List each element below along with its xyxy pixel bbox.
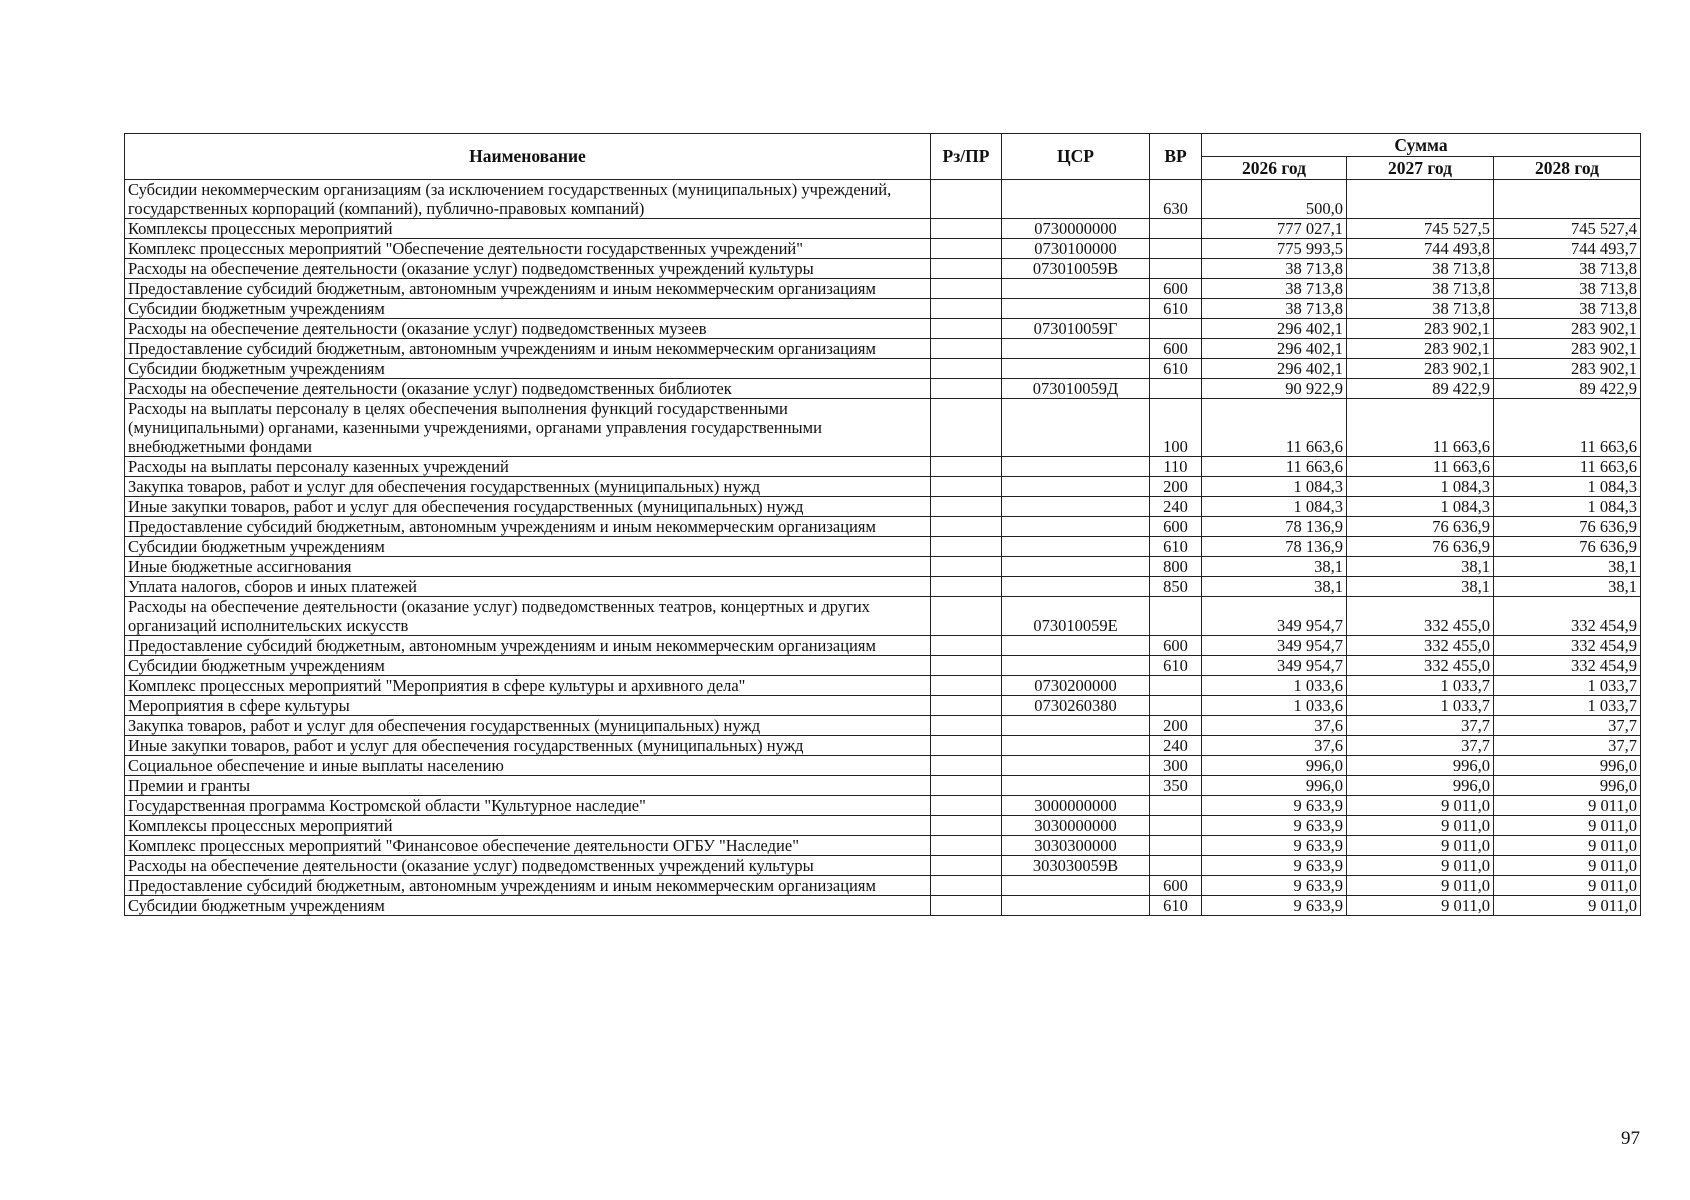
cell-csr xyxy=(1002,557,1150,577)
cell-name: Расходы на обеспечение деятельности (оказание услуг) подведомственных музеев xyxy=(125,319,931,339)
cell-csr: 3030300000 xyxy=(1002,836,1150,856)
table-row xyxy=(125,577,1641,597)
header-csr: ЦСР xyxy=(1002,134,1150,180)
header-rzpr: Рз/ПР xyxy=(931,134,1002,180)
cell-2028: 38,1 xyxy=(1494,577,1641,597)
table-body xyxy=(125,180,1641,916)
cell-csr xyxy=(1002,457,1150,477)
cell-2028: 9 011,0 xyxy=(1494,816,1641,836)
cell-vr: 610 xyxy=(1150,299,1202,319)
cell-vr: 100 xyxy=(1150,399,1202,457)
cell-2027: 38 713,8 xyxy=(1347,299,1494,319)
cell-csr xyxy=(1002,716,1150,736)
cell-name: Социальное обеспечение и иные выплаты населению xyxy=(125,756,931,776)
cell-2028: 332 454,9 xyxy=(1494,656,1641,676)
table-row xyxy=(125,279,1641,299)
cell-csr: 303030059В xyxy=(1002,856,1150,876)
cell-csr xyxy=(1002,497,1150,517)
cell-vr: 240 xyxy=(1150,497,1202,517)
cell-name: Закупка товаров, работ и услуг для обеспечения государственных (муниципальных) нужд xyxy=(125,716,931,736)
table-row xyxy=(125,597,1641,636)
cell-2027: 9 011,0 xyxy=(1347,856,1494,876)
cell-vr: 610 xyxy=(1150,896,1202,916)
table-row xyxy=(125,497,1641,517)
cell-2026: 9 633,9 xyxy=(1202,876,1347,896)
cell-2027: 1 084,3 xyxy=(1347,497,1494,517)
cell-vr: 200 xyxy=(1150,477,1202,497)
cell-2028: 9 011,0 xyxy=(1494,836,1641,856)
header-year-2026: 2026 год xyxy=(1202,157,1347,180)
cell-2027: 283 902,1 xyxy=(1347,339,1494,359)
cell-2027: 37,7 xyxy=(1347,736,1494,756)
table-row xyxy=(125,359,1641,379)
cell-2026: 38 713,8 xyxy=(1202,259,1347,279)
cell-2028: 9 011,0 xyxy=(1494,896,1641,916)
cell-rzpr xyxy=(931,876,1002,896)
cell-2026: 777 027,1 xyxy=(1202,219,1347,239)
cell-vr: 300 xyxy=(1150,756,1202,776)
cell-rzpr xyxy=(931,399,1002,457)
cell-name: Комплекс процессных мероприятий "Финансовое обеспечение деятельности ОГБУ "Наследие" xyxy=(125,836,931,856)
cell-rzpr xyxy=(931,736,1002,756)
budget-table xyxy=(124,133,1641,916)
cell-2026: 296 402,1 xyxy=(1202,339,1347,359)
cell-2027: 37,7 xyxy=(1347,716,1494,736)
cell-2026: 9 633,9 xyxy=(1202,816,1347,836)
cell-csr xyxy=(1002,577,1150,597)
cell-vr xyxy=(1150,836,1202,856)
cell-vr: 610 xyxy=(1150,656,1202,676)
cell-2027: 11 663,6 xyxy=(1347,457,1494,477)
cell-2026: 296 402,1 xyxy=(1202,359,1347,379)
cell-rzpr xyxy=(931,319,1002,339)
header-name: Наименование xyxy=(125,134,931,180)
cell-rzpr xyxy=(931,239,1002,259)
table-row xyxy=(125,736,1641,756)
cell-rzpr xyxy=(931,696,1002,716)
cell-2028: 332 454,9 xyxy=(1494,597,1641,636)
cell-2028: 76 636,9 xyxy=(1494,537,1641,557)
header-summa: Сумма xyxy=(1202,134,1641,157)
cell-2026: 349 954,7 xyxy=(1202,656,1347,676)
cell-2028: 38 713,8 xyxy=(1494,299,1641,319)
cell-csr xyxy=(1002,537,1150,557)
cell-rzpr xyxy=(931,379,1002,399)
cell-2026: 37,6 xyxy=(1202,716,1347,736)
cell-csr xyxy=(1002,279,1150,299)
cell-vr xyxy=(1150,816,1202,836)
cell-name: Премии и гранты xyxy=(125,776,931,796)
cell-2028: 89 422,9 xyxy=(1494,379,1641,399)
cell-2026: 996,0 xyxy=(1202,756,1347,776)
cell-rzpr xyxy=(931,339,1002,359)
cell-rzpr xyxy=(931,557,1002,577)
header-vr: ВР xyxy=(1150,134,1202,180)
cell-2026: 1 084,3 xyxy=(1202,477,1347,497)
cell-vr: 240 xyxy=(1150,736,1202,756)
cell-2026: 38,1 xyxy=(1202,557,1347,577)
cell-2026: 500,0 xyxy=(1202,180,1347,219)
cell-csr: 073010059В xyxy=(1002,259,1150,279)
cell-2027: 744 493,8 xyxy=(1347,239,1494,259)
cell-csr xyxy=(1002,896,1150,916)
cell-vr: 630 xyxy=(1150,180,1202,219)
table-row xyxy=(125,636,1641,656)
cell-2027: 38,1 xyxy=(1347,577,1494,597)
cell-name: Расходы на обеспечение деятельности (оказание услуг) подведомственных учреждений культуры xyxy=(125,856,931,876)
cell-csr xyxy=(1002,776,1150,796)
cell-2028: 996,0 xyxy=(1494,756,1641,776)
cell-name: Предоставление субсидий бюджетным, автономным учреждениям и иным некоммерческим организациям xyxy=(125,517,931,537)
cell-2028: 283 902,1 xyxy=(1494,359,1641,379)
cell-name: Предоставление субсидий бюджетным, автономным учреждениям и иным некоммерческим организациям xyxy=(125,636,931,656)
table-row xyxy=(125,716,1641,736)
table-row xyxy=(125,517,1641,537)
cell-name: Субсидии бюджетным учреждениям xyxy=(125,656,931,676)
cell-csr: 0730100000 xyxy=(1002,239,1150,259)
cell-csr xyxy=(1002,477,1150,497)
cell-2027: 38,1 xyxy=(1347,557,1494,577)
table-row xyxy=(125,876,1641,896)
cell-name: Комплексы процессных мероприятий xyxy=(125,816,931,836)
cell-vr: 110 xyxy=(1150,457,1202,477)
cell-vr: 600 xyxy=(1150,517,1202,537)
cell-name: Мероприятия в сфере культуры xyxy=(125,696,931,716)
cell-2026: 1 084,3 xyxy=(1202,497,1347,517)
cell-name: Комплекс процессных мероприятий "Обеспечение деятельности государственных учреждений" xyxy=(125,239,931,259)
cell-name: Комплексы процессных мероприятий xyxy=(125,219,931,239)
cell-vr: 600 xyxy=(1150,339,1202,359)
cell-2026: 38 713,8 xyxy=(1202,299,1347,319)
cell-vr xyxy=(1150,259,1202,279)
cell-rzpr xyxy=(931,259,1002,279)
cell-2027: 996,0 xyxy=(1347,776,1494,796)
table-row xyxy=(125,676,1641,696)
cell-vr: 610 xyxy=(1150,537,1202,557)
cell-vr xyxy=(1150,239,1202,259)
table-row xyxy=(125,816,1641,836)
cell-csr xyxy=(1002,636,1150,656)
table-row xyxy=(125,756,1641,776)
cell-2028: 38 713,8 xyxy=(1494,279,1641,299)
cell-vr: 600 xyxy=(1150,876,1202,896)
cell-2027 xyxy=(1347,180,1494,219)
header-year-2027: 2027 год xyxy=(1347,157,1494,180)
table-row xyxy=(125,796,1641,816)
cell-name: Предоставление субсидий бюджетным, автономным учреждениям и иным некоммерческим организациям xyxy=(125,339,931,359)
cell-csr xyxy=(1002,339,1150,359)
cell-rzpr xyxy=(931,359,1002,379)
cell-vr xyxy=(1150,597,1202,636)
cell-csr: 073010059Д xyxy=(1002,379,1150,399)
cell-vr: 850 xyxy=(1150,577,1202,597)
cell-2026: 78 136,9 xyxy=(1202,517,1347,537)
cell-name: Субсидии бюджетным учреждениям xyxy=(125,359,931,379)
cell-vr: 610 xyxy=(1150,359,1202,379)
cell-2028: 1 033,7 xyxy=(1494,676,1641,696)
cell-name: Расходы на обеспечение деятельности (оказание услуг) подведомственных театров, концертных и других организаций исполнительских искусств xyxy=(125,597,931,636)
cell-rzpr xyxy=(931,676,1002,696)
cell-2026: 11 663,6 xyxy=(1202,457,1347,477)
cell-csr xyxy=(1002,736,1150,756)
cell-2026: 349 954,7 xyxy=(1202,597,1347,636)
cell-rzpr xyxy=(931,796,1002,816)
cell-2027: 1 084,3 xyxy=(1347,477,1494,497)
cell-name: Предоставление субсидий бюджетным, автономным учреждениям и иным некоммерческим организациям xyxy=(125,279,931,299)
cell-name: Расходы на выплаты персоналу в целях обеспечения выполнения функций государственными (муниципальными) органами, казенными учреждениями, органами управления государственными внебюджетными фондами xyxy=(125,399,931,457)
cell-csr xyxy=(1002,180,1150,219)
cell-2027: 283 902,1 xyxy=(1347,319,1494,339)
cell-rzpr xyxy=(931,656,1002,676)
cell-2026: 296 402,1 xyxy=(1202,319,1347,339)
cell-2026: 11 663,6 xyxy=(1202,399,1347,457)
cell-name: Государственная программа Костромской области "Культурное наследие" xyxy=(125,796,931,816)
cell-rzpr xyxy=(931,776,1002,796)
cell-2028: 38,1 xyxy=(1494,557,1641,577)
cell-rzpr xyxy=(931,756,1002,776)
cell-2028: 1 033,7 xyxy=(1494,696,1641,716)
cell-2028: 1 084,3 xyxy=(1494,497,1641,517)
cell-2027: 283 902,1 xyxy=(1347,359,1494,379)
cell-2027: 9 011,0 xyxy=(1347,796,1494,816)
cell-2027: 996,0 xyxy=(1347,756,1494,776)
cell-vr: 600 xyxy=(1150,279,1202,299)
cell-2027: 38 713,8 xyxy=(1347,259,1494,279)
cell-vr xyxy=(1150,319,1202,339)
table-row xyxy=(125,259,1641,279)
cell-2026: 1 033,6 xyxy=(1202,676,1347,696)
cell-2027: 332 455,0 xyxy=(1347,636,1494,656)
table-row xyxy=(125,836,1641,856)
cell-rzpr xyxy=(931,856,1002,876)
table-row xyxy=(125,339,1641,359)
cell-vr xyxy=(1150,676,1202,696)
cell-2026: 1 033,6 xyxy=(1202,696,1347,716)
cell-2028 xyxy=(1494,180,1641,219)
cell-2027: 745 527,5 xyxy=(1347,219,1494,239)
cell-2028: 744 493,7 xyxy=(1494,239,1641,259)
cell-2028: 38 713,8 xyxy=(1494,259,1641,279)
cell-2028: 745 527,4 xyxy=(1494,219,1641,239)
cell-name: Расходы на обеспечение деятельности (оказание услуг) подведомственных учреждений культуры xyxy=(125,259,931,279)
cell-vr xyxy=(1150,696,1202,716)
table-row xyxy=(125,477,1641,497)
cell-csr: 073010059Е xyxy=(1002,597,1150,636)
table-row xyxy=(125,399,1641,457)
cell-csr: 3030000000 xyxy=(1002,816,1150,836)
cell-2028: 9 011,0 xyxy=(1494,856,1641,876)
cell-2028: 996,0 xyxy=(1494,776,1641,796)
cell-2026: 349 954,7 xyxy=(1202,636,1347,656)
cell-2026: 996,0 xyxy=(1202,776,1347,796)
cell-vr: 800 xyxy=(1150,557,1202,577)
cell-name: Расходы на обеспечение деятельности (оказание услуг) подведомственных библиотек xyxy=(125,379,931,399)
cell-vr xyxy=(1150,219,1202,239)
cell-2026: 775 993,5 xyxy=(1202,239,1347,259)
cell-name: Предоставление субсидий бюджетным, автономным учреждениям и иным некоммерческим организациям xyxy=(125,876,931,896)
cell-2028: 37,7 xyxy=(1494,736,1641,756)
cell-name: Комплекс процессных мероприятий "Мероприятия в сфере культуры и архивного дела" xyxy=(125,676,931,696)
cell-vr: 600 xyxy=(1150,636,1202,656)
cell-2028: 283 902,1 xyxy=(1494,339,1641,359)
table-row xyxy=(125,537,1641,557)
cell-name: Субсидии некоммерческим организациям (за исключением государственных (муниципальных) учреждений, государственных корпораций (компаний), публично-правовых компаний) xyxy=(125,180,931,219)
cell-2026: 78 136,9 xyxy=(1202,537,1347,557)
cell-2028: 9 011,0 xyxy=(1494,796,1641,816)
table-row xyxy=(125,219,1641,239)
cell-2026: 37,6 xyxy=(1202,736,1347,756)
table-row xyxy=(125,896,1641,916)
cell-2027: 9 011,0 xyxy=(1347,876,1494,896)
cell-rzpr xyxy=(931,577,1002,597)
cell-2026: 38,1 xyxy=(1202,577,1347,597)
cell-2028: 11 663,6 xyxy=(1494,457,1641,477)
cell-rzpr xyxy=(931,219,1002,239)
table-row xyxy=(125,239,1641,259)
table-row xyxy=(125,379,1641,399)
cell-vr xyxy=(1150,796,1202,816)
cell-name: Иные закупки товаров, работ и услуг для обеспечения государственных (муниципальных) нужд xyxy=(125,736,931,756)
cell-2027: 76 636,9 xyxy=(1347,517,1494,537)
cell-csr xyxy=(1002,399,1150,457)
cell-csr: 073010059Г xyxy=(1002,319,1150,339)
cell-2027: 9 011,0 xyxy=(1347,816,1494,836)
cell-2026: 38 713,8 xyxy=(1202,279,1347,299)
cell-name: Иные закупки товаров, работ и услуг для обеспечения государственных (муниципальных) нужд xyxy=(125,497,931,517)
cell-2028: 9 011,0 xyxy=(1494,876,1641,896)
cell-rzpr xyxy=(931,517,1002,537)
header-year-2028: 2028 год xyxy=(1494,157,1641,180)
cell-2028: 11 663,6 xyxy=(1494,399,1641,457)
cell-2027: 9 011,0 xyxy=(1347,896,1494,916)
table-row xyxy=(125,299,1641,319)
cell-rzpr xyxy=(931,477,1002,497)
table-header xyxy=(125,134,1641,180)
cell-rzpr xyxy=(931,896,1002,916)
cell-2027: 1 033,7 xyxy=(1347,696,1494,716)
cell-name: Субсидии бюджетным учреждениям xyxy=(125,896,931,916)
table-row xyxy=(125,696,1641,716)
cell-name: Субсидии бюджетным учреждениям xyxy=(125,537,931,557)
cell-2026: 9 633,9 xyxy=(1202,896,1347,916)
cell-2028: 37,7 xyxy=(1494,716,1641,736)
cell-csr xyxy=(1002,299,1150,319)
cell-csr xyxy=(1002,517,1150,537)
table-row xyxy=(125,656,1641,676)
cell-vr: 200 xyxy=(1150,716,1202,736)
table-row xyxy=(125,856,1641,876)
cell-rzpr xyxy=(931,497,1002,517)
cell-rzpr xyxy=(931,279,1002,299)
cell-rzpr xyxy=(931,816,1002,836)
cell-2027: 89 422,9 xyxy=(1347,379,1494,399)
cell-2028: 1 084,3 xyxy=(1494,477,1641,497)
cell-2028: 76 636,9 xyxy=(1494,517,1641,537)
cell-2027: 38 713,8 xyxy=(1347,279,1494,299)
cell-rzpr xyxy=(931,597,1002,636)
table-row xyxy=(125,180,1641,219)
cell-name: Субсидии бюджетным учреждениям xyxy=(125,299,931,319)
cell-rzpr xyxy=(931,716,1002,736)
cell-vr xyxy=(1150,856,1202,876)
cell-2027: 11 663,6 xyxy=(1347,399,1494,457)
cell-2026: 9 633,9 xyxy=(1202,836,1347,856)
cell-rzpr xyxy=(931,836,1002,856)
cell-csr xyxy=(1002,876,1150,896)
cell-csr: 0730000000 xyxy=(1002,219,1150,239)
cell-name: Расходы на выплаты персоналу казенных учреждений xyxy=(125,457,931,477)
cell-2026: 9 633,9 xyxy=(1202,796,1347,816)
cell-csr: 0730200000 xyxy=(1002,676,1150,696)
cell-2027: 76 636,9 xyxy=(1347,537,1494,557)
cell-csr xyxy=(1002,656,1150,676)
cell-name: Закупка товаров, работ и услуг для обеспечения государственных (муниципальных) нужд xyxy=(125,477,931,497)
table-row xyxy=(125,457,1641,477)
cell-2027: 9 011,0 xyxy=(1347,836,1494,856)
cell-rzpr xyxy=(931,537,1002,557)
cell-vr xyxy=(1150,379,1202,399)
table-row xyxy=(125,776,1641,796)
cell-csr: 0730260380 xyxy=(1002,696,1150,716)
cell-rzpr xyxy=(931,457,1002,477)
cell-2027: 332 455,0 xyxy=(1347,597,1494,636)
cell-csr: 3000000000 xyxy=(1002,796,1150,816)
cell-name: Иные бюджетные ассигнования xyxy=(125,557,931,577)
cell-2026: 90 922,9 xyxy=(1202,379,1347,399)
table-row xyxy=(125,557,1641,577)
cell-vr: 350 xyxy=(1150,776,1202,796)
cell-rzpr xyxy=(931,299,1002,319)
cell-2026: 9 633,9 xyxy=(1202,856,1347,876)
cell-csr xyxy=(1002,359,1150,379)
cell-2028: 332 454,9 xyxy=(1494,636,1641,656)
cell-rzpr xyxy=(931,636,1002,656)
page-number: 97 xyxy=(1621,1128,1640,1149)
cell-2028: 283 902,1 xyxy=(1494,319,1641,339)
cell-name: Уплата налогов, сборов и иных платежей xyxy=(125,577,931,597)
cell-rzpr xyxy=(931,180,1002,219)
table-row xyxy=(125,319,1641,339)
cell-csr xyxy=(1002,756,1150,776)
cell-2027: 332 455,0 xyxy=(1347,656,1494,676)
cell-2027: 1 033,7 xyxy=(1347,676,1494,696)
